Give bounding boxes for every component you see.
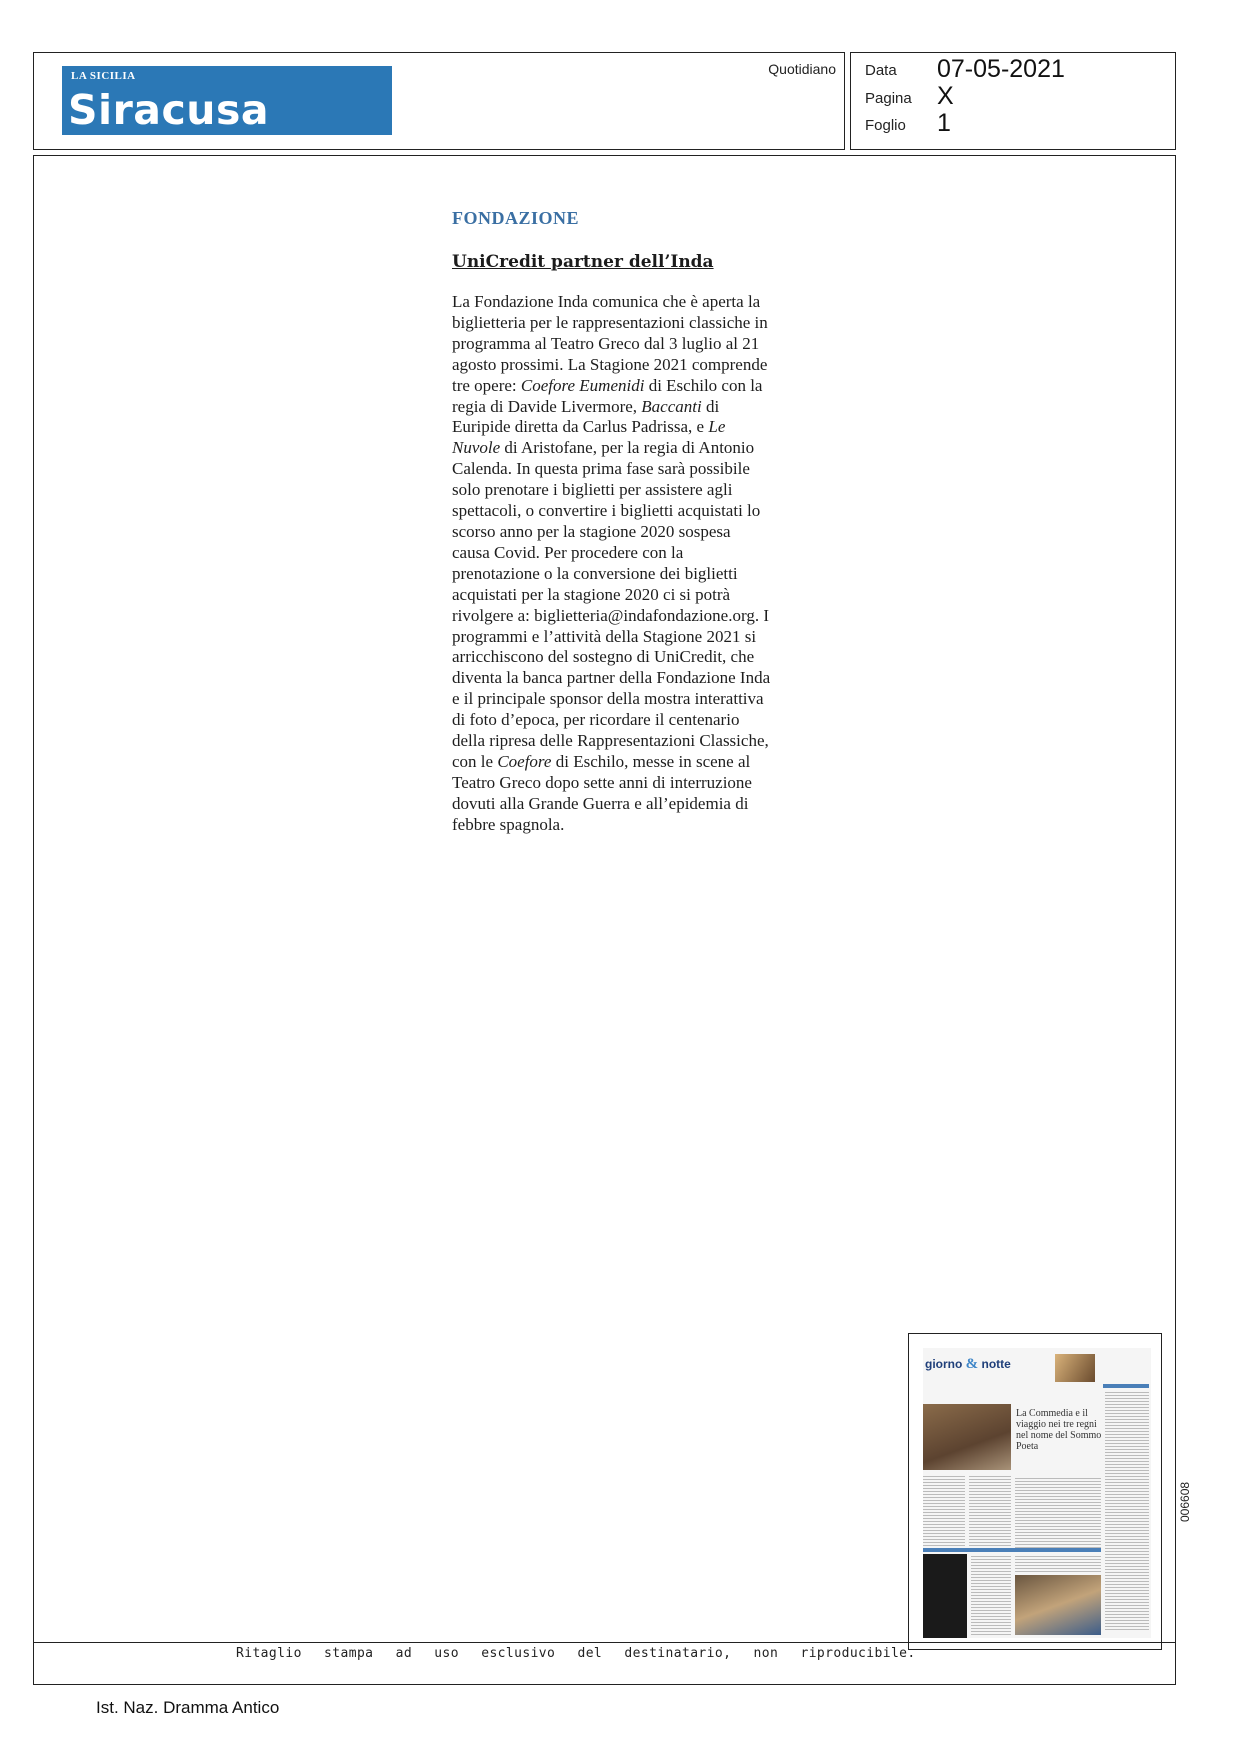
thumbnail-text-column (969, 1476, 1011, 1546)
thumbnail-section-band (1103, 1384, 1149, 1388)
thumbnail-headline: La Commedia e il viaggio nei tre regni nel nome del Sommo Poeta (1016, 1408, 1102, 1452)
article (452, 208, 772, 836)
archive-code (1178, 1470, 1192, 1530)
thumbnail-text-column (971, 1556, 1011, 1636)
thumbnail-text-column (1015, 1478, 1101, 1548)
thumbnail-text-column (1105, 1392, 1149, 1632)
date-value: 07-05-2021 (937, 55, 1065, 83)
page-label: Pagina (865, 90, 912, 107)
page-thumbnail (908, 1333, 1162, 1650)
body-part: di Eschilo, messe in scene al Teatro Greco dopo sette anni di interruzione dovuti alla Grande Guerra e all’epidemia di febbre spagnola. (452, 751, 752, 834)
thumbnail-photo-image (1015, 1575, 1101, 1635)
thumbnail-text-column (923, 1476, 965, 1546)
logo-title: Siracusa (68, 86, 270, 134)
publication-type: Quotidiano (768, 61, 836, 77)
header-masthead-box (33, 52, 845, 150)
body-part-italic: Le Nuvole (452, 417, 726, 458)
body-part-italic: Coefore Eumenidi (520, 375, 645, 395)
source-label: Ist. Naz. Dramma Antico (96, 1698, 280, 1717)
article-body (452, 292, 772, 836)
footer-disclaimer: Ritaglio stampa ad uso esclusivo del destinatario, non riproducibile. (236, 1646, 916, 1661)
body-part: di Euripide diretta da Carlus Padrissa, e (452, 396, 720, 437)
article-kicker: FONDAZIONE (452, 208, 580, 228)
thumbnail-text-column (1015, 1556, 1101, 1572)
body-part: di Eschilo con la regia di Davide Livermore, (452, 375, 763, 416)
page-value: X (937, 82, 954, 110)
thumbnail-portrait-image (1055, 1354, 1095, 1382)
article-headline: UniCredit partner dell’Inda (452, 252, 714, 272)
sheet-label: Foglio (865, 117, 906, 134)
header-meta-box (850, 52, 1176, 150)
body-part-italic: Coefore (497, 751, 552, 771)
body-part: di Aristofane, per la regia di Antonio Calenda. In questa prima fase sarà possibile solo prenotare i biglietti per assistere agli spettacoli, o convertire i biglietti acquistati lo scorso anno per la stagione 2020 sospesa causa Covid. Per procedere con la prenotazione o la conversione dei biglietti acquistati per la stagione 2020 ci si potrà rivolgere a: biglietteria@indafondazione.org. I programmi e l’attività della Stagione 2021 si arricchiscono del sostegno di UniCredit, che diventa la banca partner della Fondazione Inda e il principale sponsor della mostra interattiva di foto d’epoca, per ricordare il centenario della ripresa delle Rappresentazioni Classiche, con le (452, 438, 771, 771)
thumbnail-masthead-a: giorno (925, 1357, 963, 1371)
thumbnail-masthead (925, 1356, 1011, 1373)
logo-small-text: LA SICILIA (71, 70, 136, 82)
thumbnail-photo-image (923, 1404, 1011, 1470)
body-part-italic: Baccanti (641, 396, 702, 416)
date-label: Data (865, 62, 897, 79)
sheet-value: 1 (937, 109, 951, 137)
thumbnail-masthead-amp: & (965, 1356, 979, 1372)
thumbnail-masthead-b: notte (981, 1357, 1011, 1371)
thumbnail-page (923, 1348, 1151, 1638)
body-part: La Fondazione Inda comunica che è aperta la biglietteria per le rappresentazioni classiche in programma al Teatro Greco dal 3 luglio al 21 agosto prossimi. La Stagione 2021 comprende tre opere: (452, 292, 768, 395)
footer-divider (33, 1642, 1176, 1643)
archive-code-text: 006608 (1178, 1481, 1192, 1522)
thumbnail-section-band (923, 1548, 1101, 1552)
thumbnail-dark-box (923, 1554, 967, 1638)
newspaper-logo (62, 66, 392, 135)
